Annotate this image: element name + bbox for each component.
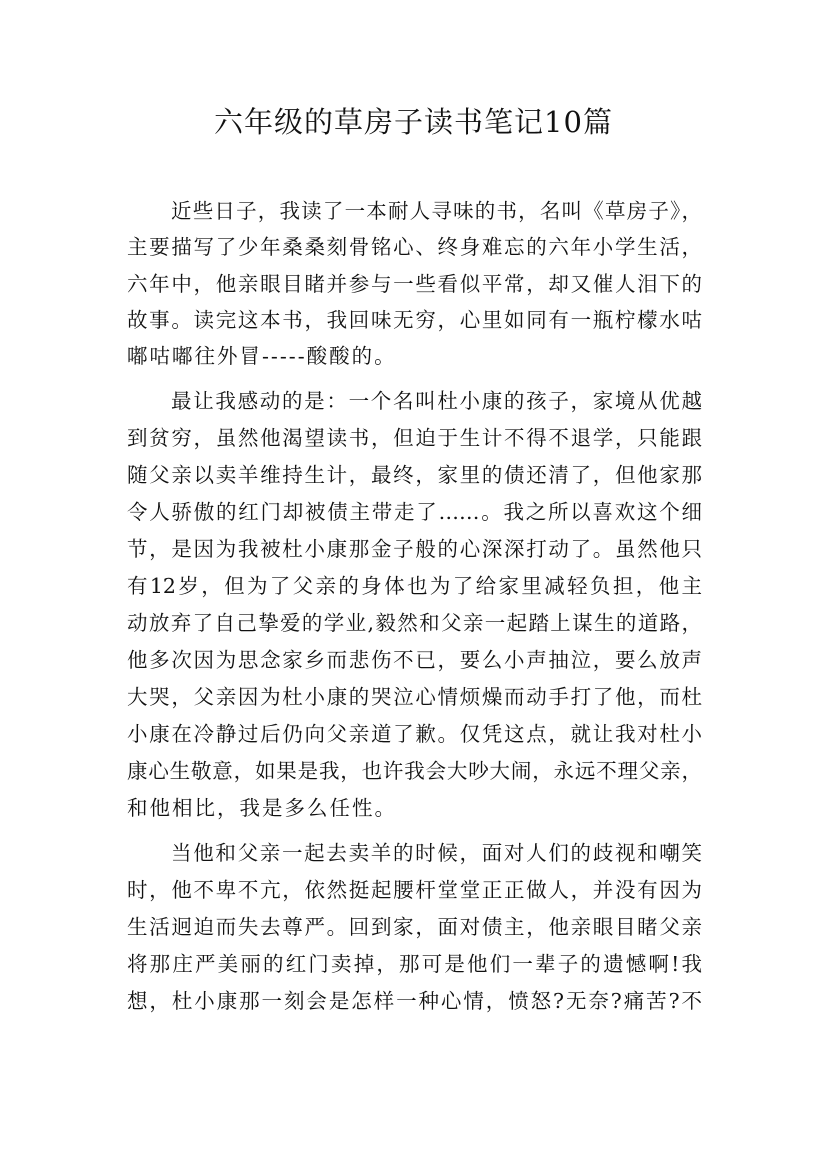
text-line: 生活迥迫而失去尊严。回到家，面对债主，他亲眼目睹父亲 bbox=[127, 915, 702, 939]
text-line: 近些日子，我读了一本耐人寻味的书，名叫《草房子》， bbox=[171, 199, 702, 223]
text-line: 有12岁，但为了父亲的身体也为了给家里减轻负担，他主 bbox=[127, 574, 702, 598]
text-line: 六年中，他亲眼目睹并参与一些看似平常，却又催人泪下的 bbox=[127, 272, 702, 296]
text-line: 当他和父亲一起去卖羊的时候，面对人们的歧视和嘲笑 bbox=[171, 841, 702, 865]
text-line: 嘟咕嘟往外冒-----酸酸的。 bbox=[127, 344, 397, 368]
text-line: 故事。读完这本书，我回味无穷，心里如同有一瓶柠檬水咕 bbox=[127, 308, 702, 332]
text-line: 小康在冷静过后仍向父亲道了歉。仅凭这点，就让我对杜小 bbox=[127, 722, 702, 746]
text-line: 最让我感动的是：一个名叫杜小康的孩子，家境从优越 bbox=[171, 389, 702, 413]
text-line: 动放弃了自己挚爱的学业,毅然和父亲一起踏上谋生的道路， bbox=[127, 611, 702, 635]
text-line: 他多次因为思念家乡而悲伤不已，要么小声抽泣，要么放声 bbox=[127, 648, 702, 672]
text-line: 康心生敬意，如果是我，也许我会大吵大闹，永远不理父亲， bbox=[127, 759, 702, 783]
document-title: 六年级的草房子读书笔记10篇 bbox=[214, 105, 613, 139]
text-line: 主要描写了少年桑桑刻骨铭心、终身难忘的六年小学生活， bbox=[127, 235, 702, 259]
text-line: 节，是因为我被杜小康那金子般的心深深打动了。虽然他只 bbox=[127, 537, 702, 561]
text-line: 和他相比，我是多么任性。 bbox=[127, 796, 397, 820]
text-line: 随父亲以卖羊维持生计，最终，家里的债还清了，但他家那 bbox=[127, 463, 702, 487]
text-line: 将那庄严美丽的红门卖掉，那可是他们一辈子的遗憾啊!我 bbox=[127, 952, 702, 976]
text-line: 到贫穷，虽然他渴望读书，但迫于生计不得不退学，只能跟 bbox=[127, 426, 702, 450]
text-line: 时，他不卑不亢，依然挺起腰杆堂堂正正做人，并没有因为 bbox=[127, 878, 702, 902]
text-line: 想，杜小康那一刻会是怎样一种心情，愤怒?无奈?痛苦?不 bbox=[127, 989, 702, 1013]
text-line: 大哭，父亲因为杜小康的哭泣心情烦燥而动手打了他，而杜 bbox=[127, 685, 702, 709]
text-line: 令人骄傲的红门却被债主带走了……。我之所以喜欢这个细 bbox=[127, 500, 702, 524]
